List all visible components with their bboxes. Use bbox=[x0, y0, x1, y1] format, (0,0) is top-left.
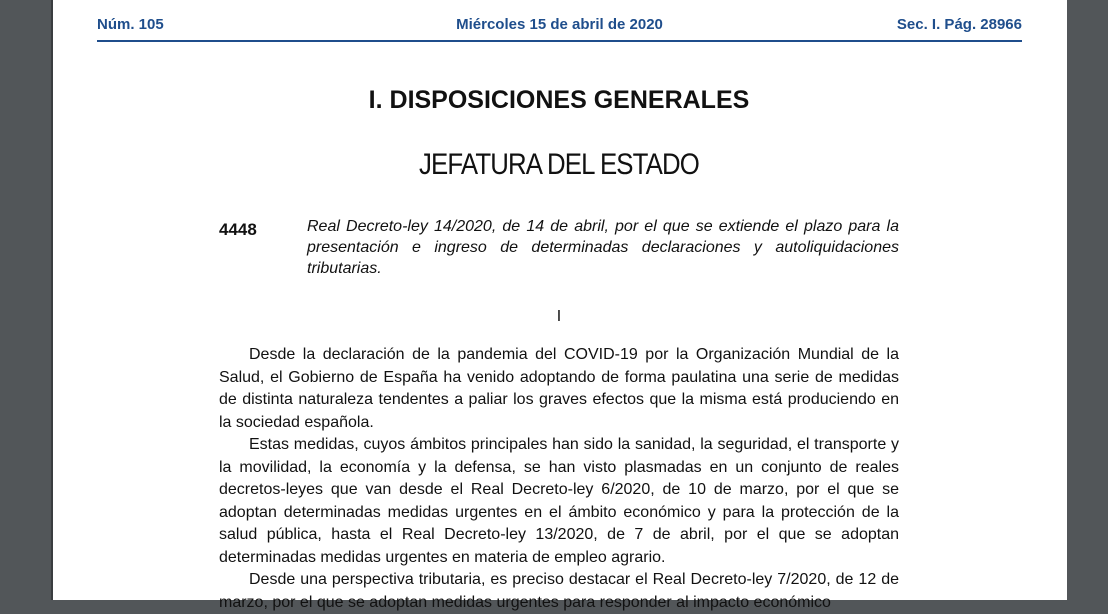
section-page: Sec. I. Pág. 28966 bbox=[896, 16, 1022, 33]
chapter-numeral: I bbox=[556, 308, 562, 325]
document-page bbox=[51, 0, 1067, 611]
paragraph: Desde la declaración de la pandemia del COVID-19 por la Organización Mundial de la Salud, el Gobierno de España ha venido adoptando de forma paulatina una serie de medidas de distinta naturaleza tendentes a paliar los graves efectos que la misma está produciendo en la sociedad española. bbox=[219, 346, 899, 431]
decree-number: 4448 bbox=[219, 220, 257, 239]
paragraph: Estas medidas, cuyos ámbitos principales han sido la sanidad, la seguridad, el transporte y la movilidad, la economía y la defensa, se han visto plasmadas en un conjunto de reales decretos-leyes que van desde el Real Decreto-ley 6/2020, de 10 de marzo, por el que se adoptan determinadas medidas urgentes en el ámbito económico y para la protección de la salud pública, hasta el Real Decreto-ley 13/2020, de 7 de abril, por el que se adoptan determinadas medidas urgentes en materia de empleo agrario. bbox=[219, 436, 899, 566]
decree-title: Real Decreto-ley 14/2020, de 14 de abril, por el que se extiende el plazo para la presentación e ingreso de determinadas declaraciones y autoliquidaciones tributarias. bbox=[307, 218, 899, 277]
section-title: I. DISPOSICIONES GENERALES bbox=[368, 86, 750, 114]
issue-number: Núm. 105 bbox=[97, 16, 164, 33]
organization-title: JEFATURA DEL ESTADO bbox=[419, 148, 699, 181]
issue-date: Miércoles 15 de abril de 2020 bbox=[456, 16, 663, 33]
paragraph: Desde una perspectiva tributaria, es preciso destacar el Real Decreto-ley 7/2020, de 12 de marzo, por el que se adoptan medidas urgentes para responder al impacto económico bbox=[219, 571, 899, 611]
body-text bbox=[219, 344, 899, 614]
boe-header bbox=[97, 14, 1022, 42]
